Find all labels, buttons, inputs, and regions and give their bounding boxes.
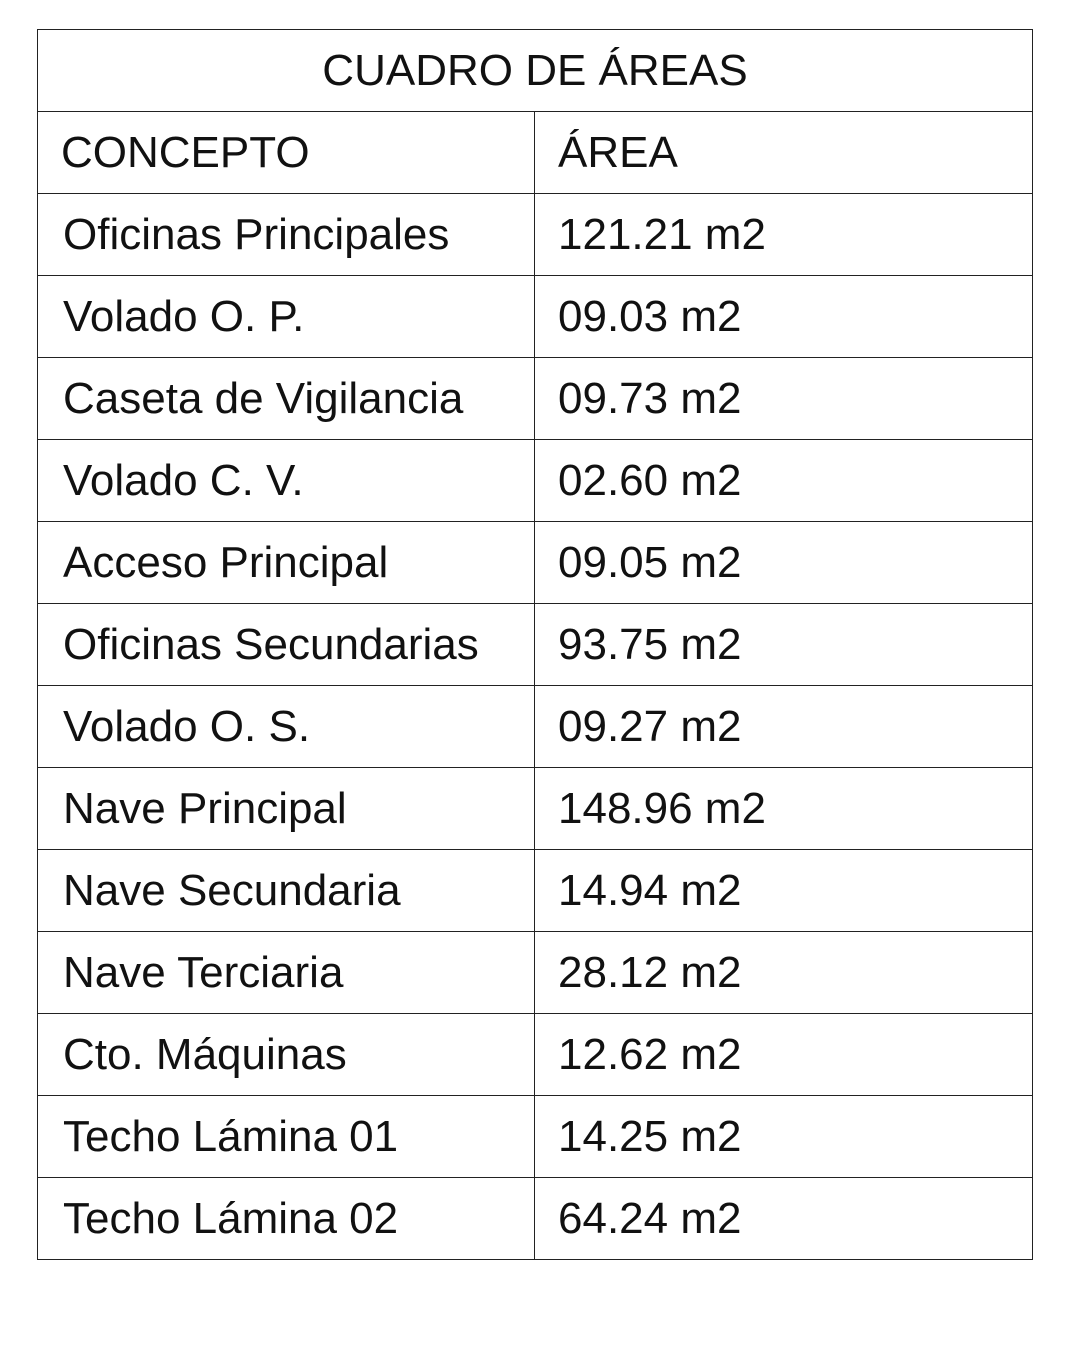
area-cell: 09.73 m2 <box>535 358 1033 440</box>
area-cell: 09.05 m2 <box>535 522 1033 604</box>
area-cell: 09.03 m2 <box>535 276 1033 358</box>
concept-cell: Caseta de Vigilancia <box>38 358 535 440</box>
areas-table <box>37 29 1033 1260</box>
table-row <box>38 522 1033 604</box>
concept-cell: Volado O. S. <box>38 686 535 768</box>
area-cell: 12.62 m2 <box>535 1014 1033 1096</box>
table-row <box>38 850 1033 932</box>
area-cell: 93.75 m2 <box>535 604 1033 686</box>
area-cell: 14.94 m2 <box>535 850 1033 932</box>
area-cell: 64.24 m2 <box>535 1178 1033 1260</box>
area-header: ÁREA <box>535 112 1033 194</box>
table-row <box>38 1096 1033 1178</box>
title-row <box>38 30 1033 112</box>
concept-cell: Techo Lámina 01 <box>38 1096 535 1178</box>
table-row <box>38 440 1033 522</box>
areas-table-body <box>38 30 1033 1260</box>
concept-cell: Nave Principal <box>38 768 535 850</box>
table-row <box>38 276 1033 358</box>
table-row <box>38 932 1033 1014</box>
concept-cell: Cto. Máquinas <box>38 1014 535 1096</box>
concept-cell: Nave Secundaria <box>38 850 535 932</box>
table-row <box>38 1014 1033 1096</box>
area-cell: 09.27 m2 <box>535 686 1033 768</box>
area-cell: 02.60 m2 <box>535 440 1033 522</box>
concept-header: CONCEPTO <box>38 112 535 194</box>
table-row <box>38 686 1033 768</box>
concept-cell: Acceso Principal <box>38 522 535 604</box>
concept-cell: Techo Lámina 02 <box>38 1178 535 1260</box>
table-row <box>38 358 1033 440</box>
concept-cell: Oficinas Secundarias <box>38 604 535 686</box>
header-row <box>38 112 1033 194</box>
table-row <box>38 194 1033 276</box>
area-cell: 28.12 m2 <box>535 932 1033 1014</box>
table-row <box>38 768 1033 850</box>
area-cell: 121.21 m2 <box>535 194 1033 276</box>
concept-cell: Volado O. P. <box>38 276 535 358</box>
concept-cell: Oficinas Principales <box>38 194 535 276</box>
table-title: CUADRO DE ÁREAS <box>38 30 1033 112</box>
area-cell: 148.96 m2 <box>535 768 1033 850</box>
concept-cell: Volado C. V. <box>38 440 535 522</box>
table-row <box>38 1178 1033 1260</box>
area-cell: 14.25 m2 <box>535 1096 1033 1178</box>
concept-cell: Nave Terciaria <box>38 932 535 1014</box>
table-row <box>38 604 1033 686</box>
